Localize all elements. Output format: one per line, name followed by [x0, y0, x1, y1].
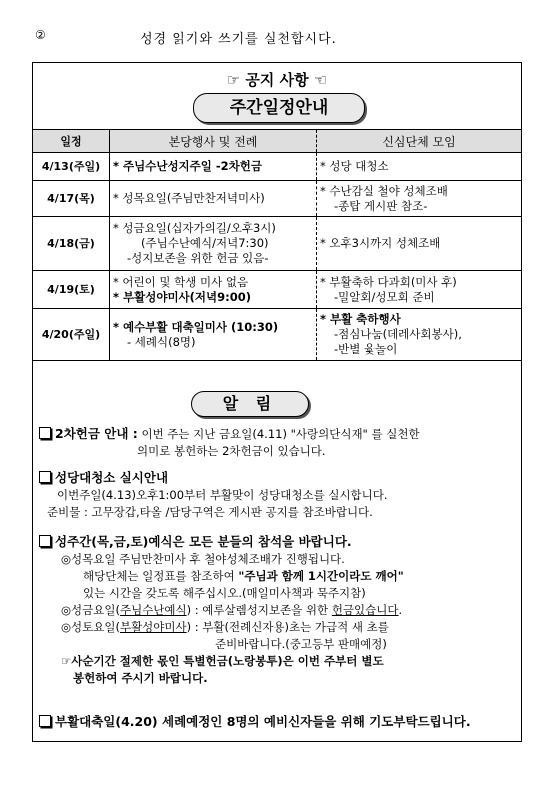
section-text-emphasis: "주님과 함께 1시간이라도 깨어" [238, 569, 404, 583]
header-date: 일정 [33, 130, 110, 153]
section-text-part: . [398, 603, 403, 617]
section-heading: 부활대축일(4.20) 세례예정인 8명의 예비신자들을 위해 기도부탁드립니다. [55, 714, 471, 729]
row-main [110, 271, 317, 309]
row-group [317, 153, 522, 181]
row-main [110, 153, 317, 181]
announcement-title: 알 림 [191, 391, 309, 417]
row-main-line: * 주님수난성지주일 -2차헌금 [113, 159, 262, 173]
row-main-line: * 성목요일(주님만찬저녁미사) [113, 191, 265, 205]
table-row [33, 181, 521, 217]
section-text: ◎성목요일 주님만찬미사 후 철야성체조배가 진행됩니다. [61, 552, 345, 566]
row-group-line: * 오후3시까지 성체조배 [320, 236, 441, 250]
row-main-line: (주님수난예식/저녁7:30) [141, 236, 269, 250]
schedule-title: 주간일정안내 [193, 93, 365, 123]
section-text-underline: 헌금있습니다 [331, 603, 399, 617]
pointing-hand-right-icon: ☞ [226, 71, 241, 89]
row-group-line: * 성당 대청소 [320, 159, 389, 173]
row-group [317, 217, 522, 271]
row-group-line: -밀알회/성모회 준비 [334, 289, 435, 304]
section-text: 이번 주는 지난 금요일(4.11) "사랑의단식재" 를 실천한 [141, 427, 420, 441]
section-text: 봉헌하여 주시기 바랍니다. [73, 671, 208, 685]
section-text-part: ) : 부활(전례신자용)초는 가급적 새 초를 [186, 620, 389, 634]
row-main-line: * 예수부활 대축일미사 (10:30) [113, 319, 279, 334]
row-group-line: * 부활 축하행사 [320, 312, 401, 326]
section-heading: 성당대청소 실시안내 [55, 470, 169, 485]
table-row [33, 271, 521, 309]
row-main-line: * 부활성야미사(저녁9:00) [113, 289, 252, 304]
row-main-line: * 성금요일(십자가의길/오후3시) [113, 221, 276, 235]
section-heading: 2차헌금 안내 : [55, 426, 138, 441]
row-group [317, 181, 522, 217]
row-group-line: -반별 윷놀이 [334, 342, 398, 356]
row-main-line: -성지보존을 위한 헌금 있음- [127, 251, 269, 265]
row-date: 4/17(목) [33, 181, 110, 217]
section-text: 준비바랍니다.(중고등부 판매예정) [215, 637, 387, 651]
section-cleaning [39, 469, 517, 521]
notice-title [33, 69, 521, 90]
table-row [33, 217, 521, 271]
section-text-part: ◎성금요일( [61, 603, 120, 617]
row-main-line: - 세례식(8명) [127, 334, 196, 349]
section-text [39, 568, 517, 585]
header-main: 본당행사 및 전례 [110, 130, 317, 153]
checkbox-bullet-icon [39, 535, 51, 547]
header-group: 신심단체 모임 [317, 130, 522, 153]
table-row [33, 309, 521, 361]
checkbox-bullet-icon [39, 427, 51, 439]
row-group-line: * 부활축하 다과회(미사 후) [320, 274, 457, 289]
checkbox-bullet-icon [39, 471, 51, 483]
row-date: 4/13(주일) [33, 153, 110, 181]
row-main [110, 181, 317, 217]
row-group-line: -점심나눔(데레사회봉사), [334, 327, 462, 341]
section-text-part: 해당단체는 일정표를 참조하여 [83, 569, 239, 583]
row-main [110, 309, 317, 361]
schedule-table [33, 129, 521, 361]
notice-frame [32, 62, 522, 742]
pointing-hand-left-icon: ☜ [313, 71, 328, 89]
section-heading: 성주간(목,금,토)예식은 모든 분들의 참석을 바랍니다. [55, 534, 352, 549]
row-date: 4/20(주일) [33, 309, 110, 361]
section-holy-week [39, 533, 517, 687]
section-text-part: ◎성토요일( [61, 620, 120, 634]
section-text: 이번주일(4.13)오후1:00부터 부활맞이 성당대청소를 실시합니다. [57, 488, 388, 502]
row-date: 4/19(토) [33, 271, 110, 309]
table-header-row [33, 130, 521, 153]
section-text [39, 619, 517, 636]
section-text: ☞사순기간 절제한 몫인 특별헌금(노랑봉투)은 이번 주부터 별도 [61, 654, 384, 668]
section-text-underline: 부활성야미사 [119, 620, 187, 634]
page-number: ② [35, 28, 46, 42]
section-baptism-prayer [39, 713, 517, 731]
row-date: 4/18(금) [33, 217, 110, 271]
section-second-collection [39, 425, 517, 460]
section-text-underline: 주님수난예식 [119, 603, 187, 617]
section-text: 의미로 봉헌하는 2차헌금이 있습니다. [137, 444, 326, 458]
section-text [39, 602, 517, 619]
table-row [33, 153, 521, 181]
section-text: 있는 시간을 갖도록 해주십시오.(매일미사책과 묵주지참) [83, 586, 366, 600]
section-text: 준비물 : 고무장갑,타올 /담당구역은 게시판 공지를 참조바랍니다. [47, 505, 373, 519]
section-text-part: ) : 예루살렘성지보존을 위한 [186, 603, 332, 617]
row-group-line: -종탑 게시판 참조- [334, 198, 428, 213]
row-group-line: * 수난감실 철야 성체조배 [320, 183, 448, 198]
row-main [110, 217, 317, 271]
motto: 성경 읽기와 쓰기를 실천합시다. [140, 32, 337, 47]
row-group [317, 271, 522, 309]
notice-title-text: 공지 사항 [245, 71, 309, 89]
row-group [317, 309, 522, 361]
checkbox-bullet-icon [39, 715, 51, 727]
row-main-line: * 어린이 및 학생 미사 없음 [113, 274, 249, 289]
